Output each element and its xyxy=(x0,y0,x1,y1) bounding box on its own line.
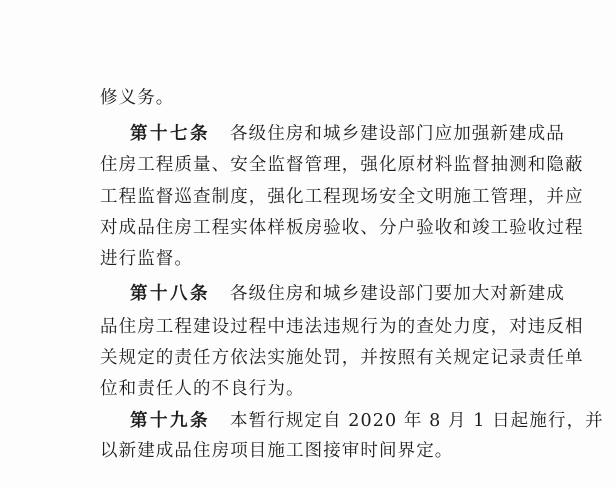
line-text: 品住房工程建设过程中违法违规行为的查处力度，对违反相 xyxy=(100,317,584,337)
article-18-first-line xyxy=(130,280,565,305)
article-17-first-line xyxy=(130,120,565,145)
line-text: 关规定的责任方依法实施处罚，并按照有关规定记录责任单 xyxy=(100,348,584,368)
text-line xyxy=(100,214,584,239)
article-heading: 第十九条 xyxy=(130,411,210,431)
line-text: 以新建成品住房项目施工图接审时间界定。 xyxy=(100,441,454,461)
text-line xyxy=(100,245,193,270)
article-heading: 第十七条 xyxy=(130,124,210,144)
line-text: 工程监督巡查制度，强化工程现场安全文明施工管理，并应 xyxy=(100,187,584,207)
article-heading: 第十八条 xyxy=(130,284,210,304)
line-text: 住房工程质量、安全监督管理，强化原材料监督抽测和隐蔽 xyxy=(100,155,584,175)
line-text: 各级住房和城乡建设部门应加强新建成品 xyxy=(230,124,565,144)
text-line xyxy=(100,313,584,338)
text-line xyxy=(100,151,584,176)
line-text: 位和责任人的不良行为。 xyxy=(100,379,305,399)
text-line xyxy=(100,375,305,400)
line-text: 修义务。 xyxy=(100,88,175,108)
line-text: 进行监督。 xyxy=(100,249,193,269)
line-text: 本暂行规定自 2020 年 8 月 1 日起施行，并 xyxy=(230,411,604,431)
text-line xyxy=(100,437,453,462)
text-line xyxy=(100,84,174,109)
line-text: 各级住房和城乡建设部门要加大对新建成 xyxy=(230,284,565,304)
text-line xyxy=(100,344,584,369)
article-19-first-line xyxy=(130,407,604,432)
text-line xyxy=(100,183,584,208)
line-text: 对成品住房工程实体样板房验收、分户验收和竣工验收过程 xyxy=(100,218,584,238)
